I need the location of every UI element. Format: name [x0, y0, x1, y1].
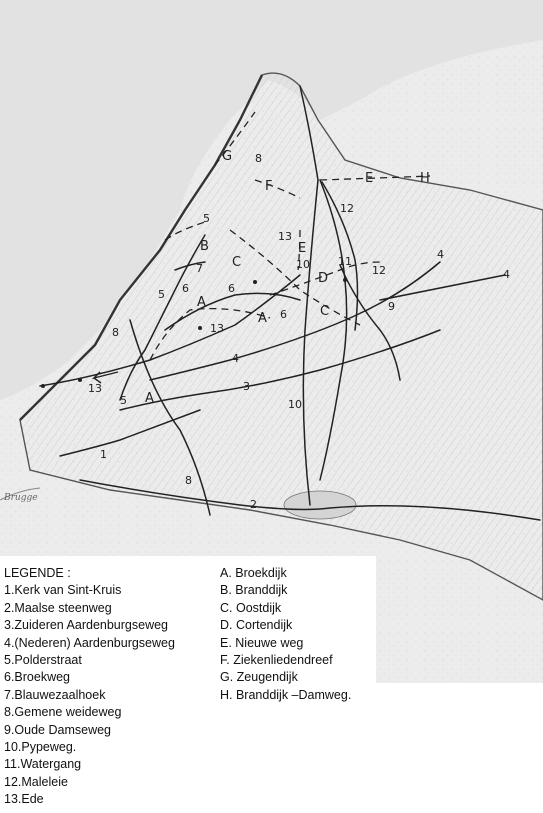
legend-item-2: 2.Maalse steenweg: [4, 600, 112, 615]
label-6-1: 6: [182, 282, 189, 295]
label-5-2: 5: [120, 394, 127, 407]
legend-item-6: 6.Broekweg: [4, 670, 71, 685]
label-12-2: 12: [372, 264, 386, 277]
label-H: H: [420, 171, 430, 186]
label-G: G: [222, 149, 233, 164]
label-8-1: 8: [112, 326, 119, 339]
label-2: 2: [250, 498, 257, 511]
label-D: D: [318, 271, 329, 286]
legend-item-F: F. Ziekenliedendreef: [220, 653, 333, 668]
label-F: F: [265, 179, 273, 194]
legend-lettered: [220, 565, 420, 704]
legend-item-C: C. Oostdijk: [220, 600, 282, 615]
label-A-2: A: [258, 311, 267, 326]
label-E-2: E: [365, 171, 374, 186]
legend-item-D: D. Cortendijk: [220, 618, 293, 633]
legend-item-G: G. Zeugendijk: [220, 670, 298, 685]
legend-item-5: 5.Polderstraat: [4, 653, 82, 668]
legend-item-13: 13.Ede: [4, 792, 44, 807]
marker: [41, 384, 45, 388]
label-8-3: 8: [185, 474, 192, 487]
legend-item-9: 9.Oude Damseweg: [4, 722, 112, 737]
legend-item-A: A. Broekdijk: [220, 566, 287, 580]
label-C-2: C: [320, 304, 330, 319]
legend-item-3: 3.Zuideren Aardenburgseweg: [4, 618, 169, 633]
legend-item-7: 7.Blauwezaalhoek: [4, 687, 106, 702]
label-6-3: 6: [280, 308, 287, 321]
marker: [343, 278, 347, 282]
legend-heading: LEGENDE :: [4, 566, 71, 580]
label-5-1: 5: [158, 288, 165, 301]
legend-item-B: B. Branddijk: [220, 583, 288, 598]
label-9: 9: [388, 300, 395, 313]
legend-numbered: [4, 565, 216, 809]
label-13-1: 13: [278, 230, 292, 243]
label-10-2: 10: [296, 258, 310, 271]
label-A-1: A: [197, 295, 206, 310]
label-10-1: 10: [288, 398, 302, 411]
label-8-2: 8: [255, 152, 262, 165]
label-3: 3: [243, 380, 250, 393]
legend-item-4: 4.(Nederen) Aardenburgseweg: [4, 635, 175, 650]
legend-item-12: 12.Maleleie: [4, 774, 68, 789]
label-12-1: 12: [340, 202, 354, 215]
label-13-2: 13: [210, 322, 224, 335]
legend-item-1: 1.Kerk van Sint-Kruis: [4, 583, 122, 598]
label-13-3: 13: [88, 382, 102, 395]
corner-text: Brugge: [4, 493, 38, 503]
legend-item-H: H. Branddijk –Damweg.: [220, 687, 352, 702]
label-B: B: [200, 239, 209, 254]
label-5-3: 5: [203, 212, 210, 225]
label-1: 1: [100, 448, 107, 461]
legend-item-11: 11.Watergang: [4, 757, 82, 772]
label-11: 11: [338, 255, 352, 268]
marker: [198, 326, 202, 330]
legend-item-E: E. Nieuwe weg: [220, 635, 304, 650]
legend-item-10: 10.Pypeweg.: [4, 740, 77, 755]
label-7: 7: [196, 262, 203, 275]
label-4-2: 4: [437, 248, 444, 261]
marker: [253, 280, 257, 284]
legend-item-8: 8.Gemene weideweg: [4, 705, 122, 720]
label-E-1: E: [298, 241, 307, 256]
marker: [78, 378, 82, 382]
label-A-3: A: [145, 391, 154, 406]
label-4-1: 4: [232, 352, 239, 365]
label-C-1: C: [232, 255, 242, 270]
label-4-3: 4: [503, 268, 510, 281]
city-block: [284, 491, 356, 519]
label-6-2: 6: [228, 282, 235, 295]
